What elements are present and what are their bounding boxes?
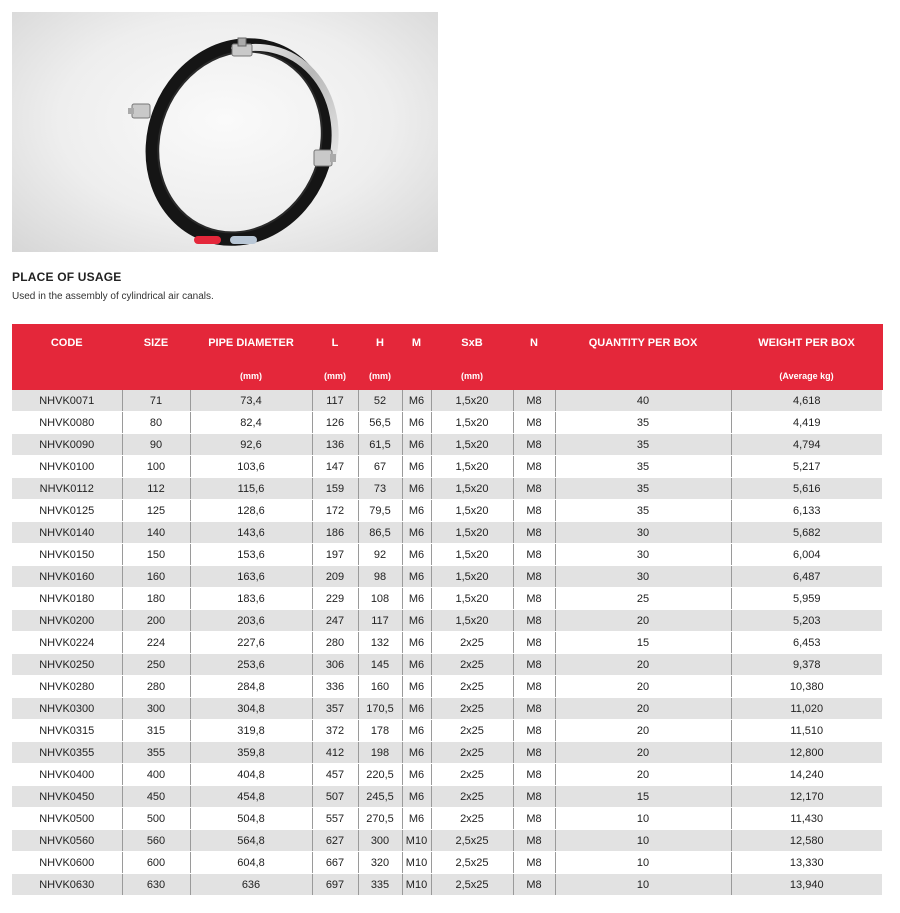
table-row bbox=[12, 566, 882, 588]
table-cell: 504,8 bbox=[190, 808, 312, 830]
table-cell: 13,940 bbox=[731, 874, 882, 896]
column-header: M bbox=[402, 324, 431, 362]
table-cell: 160 bbox=[358, 676, 402, 698]
table-cell: M6 bbox=[402, 676, 431, 698]
table-cell: NHVK0200 bbox=[12, 610, 122, 632]
usage-title: PLACE OF USAGE bbox=[12, 270, 122, 284]
table-cell: M8 bbox=[513, 830, 555, 852]
table-cell: 1,5x20 bbox=[431, 456, 513, 478]
table-cell: 35 bbox=[555, 500, 731, 522]
table-row bbox=[12, 588, 882, 610]
column-header: WEIGHT PER BOX bbox=[731, 324, 882, 362]
column-header: N bbox=[513, 324, 555, 362]
table-cell: 636 bbox=[190, 874, 312, 896]
table-cell: NHVK0112 bbox=[12, 478, 122, 500]
table-cell: 2,5x25 bbox=[431, 874, 513, 896]
table-row bbox=[12, 390, 882, 412]
table-cell: 600 bbox=[122, 852, 190, 874]
column-unit: (mm) bbox=[431, 362, 513, 390]
table-cell: 1,5x20 bbox=[431, 610, 513, 632]
table-cell: M6 bbox=[402, 412, 431, 434]
table-cell: 300 bbox=[122, 698, 190, 720]
table-row bbox=[12, 478, 882, 500]
table-cell: 73 bbox=[358, 478, 402, 500]
table-cell: 200 bbox=[122, 610, 190, 632]
table-cell: NHVK0140 bbox=[12, 522, 122, 544]
table-cell: M8 bbox=[513, 808, 555, 830]
table-cell: 12,170 bbox=[731, 786, 882, 808]
table-cell: 1,5x20 bbox=[431, 566, 513, 588]
table-cell: 450 bbox=[122, 786, 190, 808]
table-row bbox=[12, 764, 882, 786]
table-cell: 71 bbox=[122, 390, 190, 412]
table-row bbox=[12, 786, 882, 808]
table-row bbox=[12, 412, 882, 434]
usage-text: Used in the assembly of cylindrical air canals. bbox=[12, 291, 214, 302]
table-cell: M6 bbox=[402, 500, 431, 522]
table-row bbox=[12, 720, 882, 742]
table-cell: 125 bbox=[122, 500, 190, 522]
table-cell: 20 bbox=[555, 676, 731, 698]
table-cell: 20 bbox=[555, 764, 731, 786]
table-cell: 229 bbox=[312, 588, 358, 610]
table-cell: NHVK0315 bbox=[12, 720, 122, 742]
table-cell: 1,5x20 bbox=[431, 588, 513, 610]
column-header: H bbox=[358, 324, 402, 362]
table-row bbox=[12, 522, 882, 544]
table-cell: 20 bbox=[555, 610, 731, 632]
table-cell: 247 bbox=[312, 610, 358, 632]
table-cell: M8 bbox=[513, 434, 555, 456]
table-cell: 6,004 bbox=[731, 544, 882, 566]
table-row bbox=[12, 852, 882, 874]
table-cell: M8 bbox=[513, 742, 555, 764]
table-cell: 1,5x20 bbox=[431, 412, 513, 434]
table-cell: M8 bbox=[513, 566, 555, 588]
table-cell: 6,487 bbox=[731, 566, 882, 588]
table-cell: NHVK0280 bbox=[12, 676, 122, 698]
table-cell: 20 bbox=[555, 654, 731, 676]
column-unit bbox=[402, 362, 431, 390]
table-cell: 220,5 bbox=[358, 764, 402, 786]
table-cell: M6 bbox=[402, 478, 431, 500]
table-cell: 117 bbox=[312, 390, 358, 412]
table-cell: 178 bbox=[358, 720, 402, 742]
table-cell: 457 bbox=[312, 764, 358, 786]
table-cell: 1,5x20 bbox=[431, 500, 513, 522]
table-row bbox=[12, 544, 882, 566]
table-cell: NHVK0125 bbox=[12, 500, 122, 522]
table-cell: 126 bbox=[312, 412, 358, 434]
table-cell: 250 bbox=[122, 654, 190, 676]
table-cell: 2x25 bbox=[431, 786, 513, 808]
pipe-clamp-image bbox=[12, 12, 438, 252]
table-cell: 306 bbox=[312, 654, 358, 676]
table-row bbox=[12, 676, 882, 698]
table-cell: M8 bbox=[513, 522, 555, 544]
table-cell: 697 bbox=[312, 874, 358, 896]
table-cell: NHVK0224 bbox=[12, 632, 122, 654]
table-cell: 280 bbox=[122, 676, 190, 698]
column-unit bbox=[12, 362, 122, 390]
table-cell: M6 bbox=[402, 522, 431, 544]
table-cell: 108 bbox=[358, 588, 402, 610]
table-cell: 73,4 bbox=[190, 390, 312, 412]
table-cell: M6 bbox=[402, 588, 431, 610]
table-cell: 2,5x25 bbox=[431, 830, 513, 852]
table-row bbox=[12, 632, 882, 654]
table-cell: NHVK0071 bbox=[12, 390, 122, 412]
table-cell: 500 bbox=[122, 808, 190, 830]
table-cell: M8 bbox=[513, 654, 555, 676]
table-cell: M8 bbox=[513, 698, 555, 720]
table-cell: 140 bbox=[122, 522, 190, 544]
table-cell: 507 bbox=[312, 786, 358, 808]
table-cell: M6 bbox=[402, 654, 431, 676]
table-cell: 11,020 bbox=[731, 698, 882, 720]
table-cell: M6 bbox=[402, 456, 431, 478]
carousel-dot-2[interactable] bbox=[230, 236, 257, 244]
table-cell: 67 bbox=[358, 456, 402, 478]
table-cell: 10 bbox=[555, 808, 731, 830]
table-cell: 5,203 bbox=[731, 610, 882, 632]
table-cell: 92,6 bbox=[190, 434, 312, 456]
table-cell: NHVK0250 bbox=[12, 654, 122, 676]
table-cell: 14,240 bbox=[731, 764, 882, 786]
screw-bracket-left bbox=[128, 104, 150, 118]
table-cell: 4,618 bbox=[731, 390, 882, 412]
table-cell: 10 bbox=[555, 830, 731, 852]
table-cell: M10 bbox=[402, 852, 431, 874]
table-cell: 1,5x20 bbox=[431, 478, 513, 500]
table-cell: 253,6 bbox=[190, 654, 312, 676]
table-units-row bbox=[12, 362, 882, 390]
column-header: SIZE bbox=[122, 324, 190, 362]
table-cell: NHVK0300 bbox=[12, 698, 122, 720]
table-row bbox=[12, 610, 882, 632]
table-cell: M8 bbox=[513, 588, 555, 610]
table-cell: 136 bbox=[312, 434, 358, 456]
table-cell: M8 bbox=[513, 874, 555, 896]
column-header: L bbox=[312, 324, 358, 362]
table-cell: 150 bbox=[122, 544, 190, 566]
table-cell: 35 bbox=[555, 412, 731, 434]
table-cell: 15 bbox=[555, 632, 731, 654]
column-header: PIPE DIAMETER bbox=[190, 324, 312, 362]
table-cell: 2x25 bbox=[431, 742, 513, 764]
column-unit bbox=[513, 362, 555, 390]
table-cell: NHVK0100 bbox=[12, 456, 122, 478]
column-unit: (Average kg) bbox=[731, 362, 882, 390]
table-cell: M10 bbox=[402, 830, 431, 852]
table-cell: 5,616 bbox=[731, 478, 882, 500]
table-cell: 404,8 bbox=[190, 764, 312, 786]
table-cell: 203,6 bbox=[190, 610, 312, 632]
table-row bbox=[12, 808, 882, 830]
table-header-row bbox=[12, 324, 882, 362]
table-cell: 172 bbox=[312, 500, 358, 522]
column-unit: (mm) bbox=[190, 362, 312, 390]
table-cell: 359,8 bbox=[190, 742, 312, 764]
table-cell: M6 bbox=[402, 390, 431, 412]
table-cell: 1,5x20 bbox=[431, 522, 513, 544]
table-cell: 35 bbox=[555, 478, 731, 500]
table-cell: M8 bbox=[513, 610, 555, 632]
table-cell: M6 bbox=[402, 566, 431, 588]
table-cell: 170,5 bbox=[358, 698, 402, 720]
carousel-dots bbox=[194, 236, 257, 244]
table-cell: 132 bbox=[358, 632, 402, 654]
table-cell: M6 bbox=[402, 610, 431, 632]
table-cell: M8 bbox=[513, 632, 555, 654]
table-cell: 128,6 bbox=[190, 500, 312, 522]
table-cell: 163,6 bbox=[190, 566, 312, 588]
table-cell: 25 bbox=[555, 588, 731, 610]
table-cell: 30 bbox=[555, 566, 731, 588]
table-cell: 30 bbox=[555, 522, 731, 544]
table-cell: NHVK0090 bbox=[12, 434, 122, 456]
table-cell: 20 bbox=[555, 698, 731, 720]
table-cell: 197 bbox=[312, 544, 358, 566]
table-cell: NHVK0180 bbox=[12, 588, 122, 610]
table-cell: 40 bbox=[555, 390, 731, 412]
table-cell: 2x25 bbox=[431, 720, 513, 742]
table-cell: 186 bbox=[312, 522, 358, 544]
carousel-dot-1[interactable] bbox=[194, 236, 221, 244]
table-cell: 86,5 bbox=[358, 522, 402, 544]
spec-table bbox=[12, 324, 883, 896]
table-cell: 224 bbox=[122, 632, 190, 654]
table-cell: NHVK0500 bbox=[12, 808, 122, 830]
table-cell: 98 bbox=[358, 566, 402, 588]
table-cell: 159 bbox=[312, 478, 358, 500]
table-cell: 30 bbox=[555, 544, 731, 566]
table-cell: 143,6 bbox=[190, 522, 312, 544]
table-cell: 35 bbox=[555, 434, 731, 456]
table-cell: 56,5 bbox=[358, 412, 402, 434]
table-cell: 564,8 bbox=[190, 830, 312, 852]
table-cell: M8 bbox=[513, 720, 555, 742]
table-cell: 2x25 bbox=[431, 808, 513, 830]
table-body bbox=[12, 390, 882, 896]
table-cell: 245,5 bbox=[358, 786, 402, 808]
table-row bbox=[12, 434, 882, 456]
table-cell: 1,5x20 bbox=[431, 434, 513, 456]
column-header: CODE bbox=[12, 324, 122, 362]
table-cell: M6 bbox=[402, 808, 431, 830]
table-cell: 667 bbox=[312, 852, 358, 874]
table-cell: NHVK0150 bbox=[12, 544, 122, 566]
column-unit: (mm) bbox=[358, 362, 402, 390]
table-row bbox=[12, 698, 882, 720]
table-cell: 412 bbox=[312, 742, 358, 764]
table-cell: M10 bbox=[402, 874, 431, 896]
table-cell: 320 bbox=[358, 852, 402, 874]
table-cell: 315 bbox=[122, 720, 190, 742]
table-cell: NHVK0080 bbox=[12, 412, 122, 434]
table-cell: 6,133 bbox=[731, 500, 882, 522]
table-cell: 4,794 bbox=[731, 434, 882, 456]
table-cell: 5,217 bbox=[731, 456, 882, 478]
table-cell: NHVK0400 bbox=[12, 764, 122, 786]
table-row bbox=[12, 500, 882, 522]
column-header: SxB bbox=[431, 324, 513, 362]
table-cell: 319,8 bbox=[190, 720, 312, 742]
table-cell: 103,6 bbox=[190, 456, 312, 478]
table-cell: 2x25 bbox=[431, 676, 513, 698]
table-cell: 560 bbox=[122, 830, 190, 852]
table-cell: 557 bbox=[312, 808, 358, 830]
table-cell: 357 bbox=[312, 698, 358, 720]
table-cell: M8 bbox=[513, 390, 555, 412]
table-cell: 4,419 bbox=[731, 412, 882, 434]
table-cell: 82,4 bbox=[190, 412, 312, 434]
table-cell: 10 bbox=[555, 852, 731, 874]
table-cell: 2x25 bbox=[431, 698, 513, 720]
table-cell: 90 bbox=[122, 434, 190, 456]
table-cell: 5,959 bbox=[731, 588, 882, 610]
table-cell: M8 bbox=[513, 500, 555, 522]
table-cell: 61,5 bbox=[358, 434, 402, 456]
table-cell: M6 bbox=[402, 720, 431, 742]
table-cell: 2,5x25 bbox=[431, 852, 513, 874]
table-cell: 52 bbox=[358, 390, 402, 412]
table-cell: NHVK0450 bbox=[12, 786, 122, 808]
table-cell: 20 bbox=[555, 742, 731, 764]
table-cell: M6 bbox=[402, 698, 431, 720]
table-cell: 284,8 bbox=[190, 676, 312, 698]
product-image bbox=[12, 12, 438, 252]
table-row bbox=[12, 874, 882, 896]
table-cell: 335 bbox=[358, 874, 402, 896]
table-cell: 627 bbox=[312, 830, 358, 852]
table-cell: 270,5 bbox=[358, 808, 402, 830]
table-cell: 15 bbox=[555, 786, 731, 808]
table-cell: 79,5 bbox=[358, 500, 402, 522]
table-cell: 12,580 bbox=[731, 830, 882, 852]
table-row bbox=[12, 742, 882, 764]
table-cell: 2x25 bbox=[431, 654, 513, 676]
table-cell: 180 bbox=[122, 588, 190, 610]
table-cell: 355 bbox=[122, 742, 190, 764]
table-cell: M6 bbox=[402, 764, 431, 786]
table-row bbox=[12, 654, 882, 676]
table-cell: 35 bbox=[555, 456, 731, 478]
table-cell: 454,8 bbox=[190, 786, 312, 808]
table-cell: 1,5x20 bbox=[431, 390, 513, 412]
table-cell: NHVK0355 bbox=[12, 742, 122, 764]
table-cell: M8 bbox=[513, 852, 555, 874]
table-cell: M8 bbox=[513, 764, 555, 786]
table-cell: 5,682 bbox=[731, 522, 882, 544]
table-cell: M8 bbox=[513, 478, 555, 500]
table-cell: 20 bbox=[555, 720, 731, 742]
table-cell: M8 bbox=[513, 544, 555, 566]
table-cell: 2x25 bbox=[431, 764, 513, 786]
table-cell: 100 bbox=[122, 456, 190, 478]
table-cell: 145 bbox=[358, 654, 402, 676]
table-cell: 227,6 bbox=[190, 632, 312, 654]
column-unit bbox=[555, 362, 731, 390]
table-cell: M6 bbox=[402, 544, 431, 566]
table-cell: 117 bbox=[358, 610, 402, 632]
table-cell: M6 bbox=[402, 434, 431, 456]
table-cell: 11,430 bbox=[731, 808, 882, 830]
table-cell: 10 bbox=[555, 874, 731, 896]
table-cell: 604,8 bbox=[190, 852, 312, 874]
table-cell: 1,5x20 bbox=[431, 544, 513, 566]
table-cell: NHVK0560 bbox=[12, 830, 122, 852]
table-cell: 11,510 bbox=[731, 720, 882, 742]
table-cell: M8 bbox=[513, 676, 555, 698]
table-cell: 12,800 bbox=[731, 742, 882, 764]
table-cell: 92 bbox=[358, 544, 402, 566]
table-cell: 6,453 bbox=[731, 632, 882, 654]
table-cell: 336 bbox=[312, 676, 358, 698]
table-row bbox=[12, 456, 882, 478]
table-row bbox=[12, 830, 882, 852]
column-unit: (mm) bbox=[312, 362, 358, 390]
table-cell: 209 bbox=[312, 566, 358, 588]
table-cell: M6 bbox=[402, 632, 431, 654]
table-cell: 183,6 bbox=[190, 588, 312, 610]
column-unit bbox=[122, 362, 190, 390]
table-cell: 372 bbox=[312, 720, 358, 742]
table-cell: 280 bbox=[312, 632, 358, 654]
table-cell: 147 bbox=[312, 456, 358, 478]
table-cell: 400 bbox=[122, 764, 190, 786]
table-cell: 10,380 bbox=[731, 676, 882, 698]
table-cell: 112 bbox=[122, 478, 190, 500]
column-header: QUANTITY PER BOX bbox=[555, 324, 731, 362]
table-cell: M8 bbox=[513, 412, 555, 434]
table-cell: 198 bbox=[358, 742, 402, 764]
table-cell: NHVK0160 bbox=[12, 566, 122, 588]
table-cell: NHVK0600 bbox=[12, 852, 122, 874]
table-cell: M8 bbox=[513, 456, 555, 478]
table-cell: 13,330 bbox=[731, 852, 882, 874]
table-cell: M6 bbox=[402, 786, 431, 808]
table-cell: 80 bbox=[122, 412, 190, 434]
table-cell: 2x25 bbox=[431, 632, 513, 654]
table-cell: 115,6 bbox=[190, 478, 312, 500]
table-cell: 304,8 bbox=[190, 698, 312, 720]
table-cell: 630 bbox=[122, 874, 190, 896]
table-cell: NHVK0630 bbox=[12, 874, 122, 896]
table-cell: 160 bbox=[122, 566, 190, 588]
table-cell: M8 bbox=[513, 786, 555, 808]
table-cell: M6 bbox=[402, 742, 431, 764]
table-cell: 9,378 bbox=[731, 654, 882, 676]
table-cell: 153,6 bbox=[190, 544, 312, 566]
table-cell: 300 bbox=[358, 830, 402, 852]
